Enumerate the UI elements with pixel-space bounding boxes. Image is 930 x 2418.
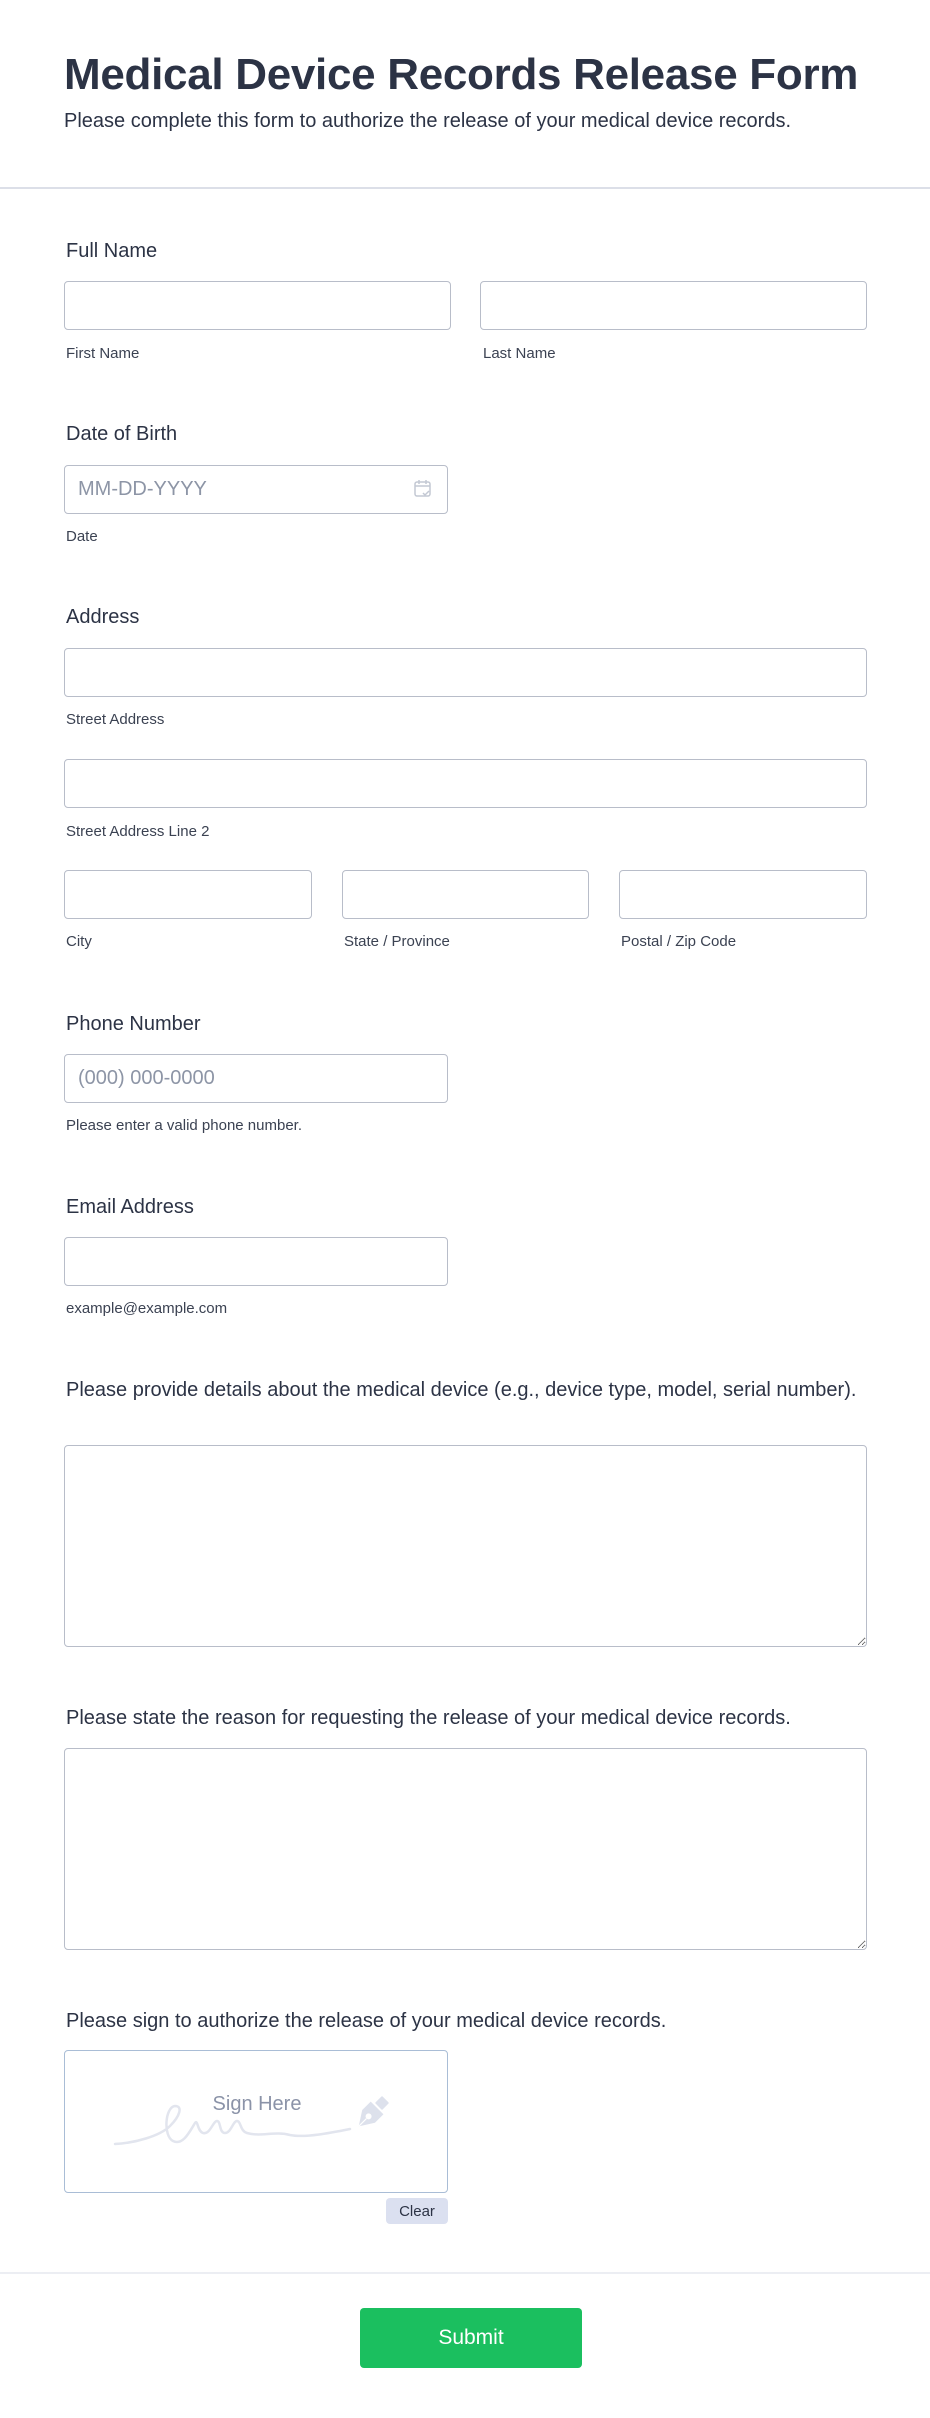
submit-button[interactable]: Submit bbox=[360, 2308, 582, 2368]
street-address-input[interactable] bbox=[64, 648, 867, 697]
device-details-textarea[interactable] bbox=[64, 1445, 867, 1647]
email-hint: example@example.com bbox=[66, 1300, 228, 1317]
zip-input[interactable] bbox=[619, 870, 867, 919]
phone-label: Phone Number bbox=[66, 1013, 201, 1035]
header-divider bbox=[0, 187, 930, 189]
signature-pad[interactable] bbox=[64, 2050, 448, 2193]
page-subtitle: Please complete this form to authorize the release of your medical device records. bbox=[64, 110, 792, 132]
phone-hint: Please enter a valid phone number. bbox=[66, 1117, 302, 1134]
address-label: Address bbox=[66, 606, 140, 628]
dob-sublabel: Date bbox=[66, 528, 98, 545]
street-address-line2-sublabel: Street Address Line 2 bbox=[66, 823, 210, 840]
first-name-sublabel: First Name bbox=[66, 345, 140, 362]
city-input[interactable] bbox=[64, 870, 312, 919]
last-name-sublabel: Last Name bbox=[483, 345, 556, 362]
dob-label: Date of Birth bbox=[66, 423, 178, 445]
device-details-label: Please provide details about the medical device (e.g., device type, model, serial number). bbox=[66, 1379, 857, 1401]
city-sublabel: City bbox=[66, 933, 92, 950]
last-name-input[interactable] bbox=[480, 281, 867, 330]
state-input[interactable] bbox=[342, 870, 589, 919]
dob-input[interactable] bbox=[64, 465, 448, 514]
full-name-label: Full Name bbox=[66, 240, 158, 262]
zip-sublabel: Postal / Zip Code bbox=[621, 933, 737, 950]
reason-label: Please state the reason for requesting the release of your medical device records. bbox=[66, 1707, 791, 1729]
page-title: Medical Device Records Release Form bbox=[64, 50, 859, 99]
email-label: Email Address bbox=[66, 1196, 194, 1218]
state-sublabel: State / Province bbox=[344, 933, 450, 950]
sign-here-placeholder: Sign Here bbox=[212, 2093, 302, 2115]
clear-signature-button[interactable]: Clear bbox=[386, 2198, 448, 2224]
footer-divider bbox=[0, 2272, 930, 2274]
street-address-sublabel: Street Address bbox=[66, 711, 165, 728]
email-input[interactable] bbox=[64, 1237, 448, 1286]
street-address-line2-input[interactable] bbox=[64, 759, 867, 808]
reason-textarea[interactable] bbox=[64, 1748, 867, 1950]
first-name-input[interactable] bbox=[64, 281, 451, 330]
form-header bbox=[0, 0, 930, 188]
signature-label: Please sign to authorize the release of your medical device records. bbox=[66, 2010, 667, 2032]
calendar-icon[interactable] bbox=[412, 477, 434, 499]
signature-scribble-icon bbox=[65, 2051, 449, 2194]
phone-input[interactable] bbox=[64, 1054, 448, 1103]
